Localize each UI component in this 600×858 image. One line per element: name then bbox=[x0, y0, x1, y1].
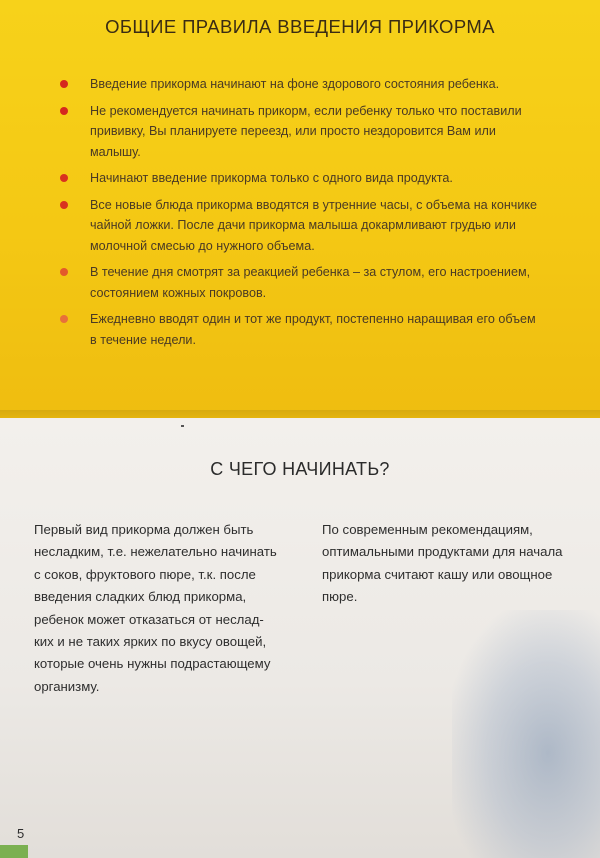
print-mark bbox=[181, 425, 184, 427]
paragraph-line: По современным рекомендациям, bbox=[322, 522, 533, 537]
rule-item bbox=[60, 101, 550, 163]
rule-text-line: молочной смесью до нужного объема. bbox=[90, 238, 315, 253]
paragraph-line: несладким, т.е. нежелательно начинать bbox=[34, 544, 277, 560]
paragraph-line: организму. bbox=[34, 678, 100, 694]
bullet-dot-icon bbox=[60, 268, 68, 276]
paragraph-line: ребенок может отказаться от неслад- bbox=[34, 611, 264, 627]
rule-item bbox=[60, 195, 550, 257]
bullet-dot-icon bbox=[60, 107, 68, 115]
page-edge-marker bbox=[0, 845, 28, 858]
paragraph-line: оптимальными продуктами для начала bbox=[322, 544, 563, 560]
paragraph-line: прикорма считают кашу или овощное bbox=[322, 566, 553, 582]
rule-text-line: Все новые блюда прикорма вводятся в утренние часы, с объема на кончике bbox=[90, 197, 538, 212]
rule-text-line: Не рекомендуется начинать прикорм, если ребенку только что поставили bbox=[90, 103, 522, 118]
rule-text-line: малышу. bbox=[90, 144, 141, 159]
paragraph-line: с соков, фруктового пюре, т.к. после bbox=[34, 566, 256, 582]
rule-item bbox=[60, 168, 550, 189]
page-number: 5 bbox=[17, 826, 25, 841]
paragraph-line: ких и не таких ярких по вкусу овощей, bbox=[34, 634, 267, 650]
rule-item bbox=[60, 74, 550, 95]
bullet-dot-icon bbox=[60, 174, 68, 182]
rule-item bbox=[60, 309, 550, 350]
section-title: С ЧЕГО НАЧИНАТЬ? bbox=[210, 459, 390, 479]
rule-text-line: В течение дня смотрят за реакцией ребенка – за стулом, его настроением, bbox=[90, 265, 531, 279]
rule-text-line: состоянием кожных покровов. bbox=[90, 285, 267, 300]
page-title: ОБЩИЕ ПРАВИЛА ВВЕДЕНИЯ ПРИКОРМА bbox=[105, 16, 495, 37]
paragraph-line: введения сладких блюд прикорма, bbox=[34, 589, 247, 605]
rule-text-line: прививку, Вы планируете переезд, или просто нездоровится Вам или bbox=[90, 124, 496, 138]
rule-text-line: в течение недели. bbox=[90, 332, 196, 347]
rule-text-line: Ежедневно вводят один и тот же продукт, постепенно наращивая его объем bbox=[90, 312, 536, 326]
rule-text-line: чайной ложки. После дачи прикорма малыша докармливают грудью или bbox=[90, 218, 516, 232]
bullet-dot-icon bbox=[60, 201, 68, 209]
rules-list bbox=[60, 74, 550, 356]
bullet-dot-icon bbox=[60, 315, 68, 323]
left-column-text bbox=[34, 519, 296, 698]
right-column-text bbox=[322, 519, 584, 609]
paragraph-line: пюре. bbox=[322, 589, 358, 605]
paragraph-line: которые очень нужны подрастающему bbox=[34, 656, 271, 672]
bullet-dot-icon bbox=[60, 80, 68, 88]
rule-text-line: Начинают введение прикорма только с одного вида продукта. bbox=[90, 171, 453, 185]
rule-text-line: Введение прикорма начинают на фоне здорового состояния ребенка. bbox=[90, 77, 500, 91]
rule-item bbox=[60, 262, 550, 303]
paragraph-line: Первый вид прикорма должен быть bbox=[34, 522, 254, 537]
